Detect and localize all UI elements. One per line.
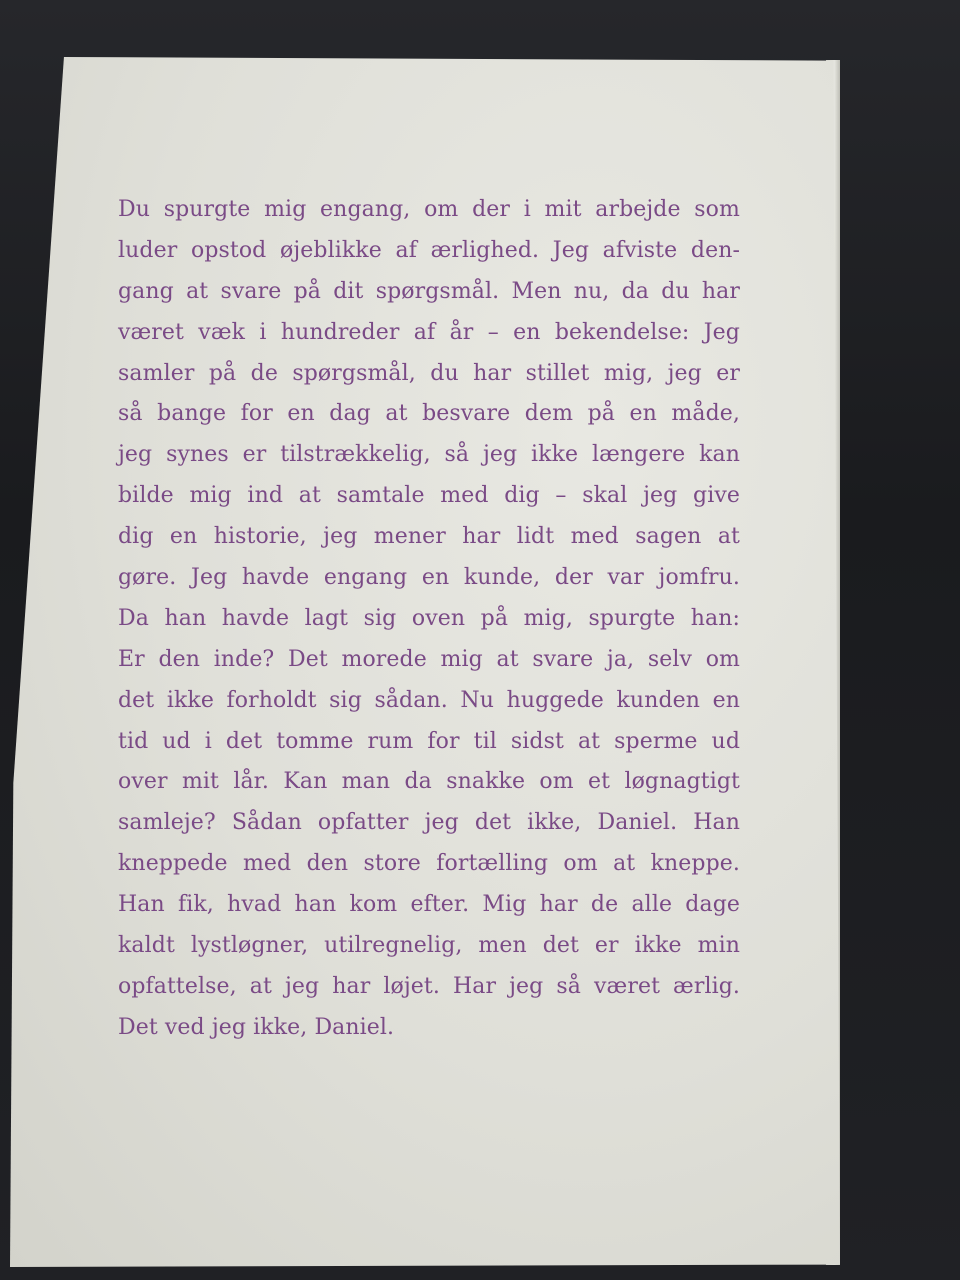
blurb-line: det ikke forholdt sig sådan. Nu huggede kunden en bbox=[118, 687, 740, 713]
blurb-line: Du spurgte mig engang, om der i mit arbejde som bbox=[118, 197, 740, 222]
blurb-line: så bange for en dag at besvare dem på en måde, bbox=[118, 401, 740, 427]
blurb-line: Da han havde lagt sig oven på mig, spurgte han: bbox=[118, 605, 740, 631]
blurb-line: gang at svare på dit spørgsmål. Men nu, da du har bbox=[118, 278, 740, 304]
blurb-line: gøre. Jeg havde engang en kunde, der var jomfru. bbox=[118, 565, 740, 591]
blurb-line: luder opstod øjeblikke af ærlighed. Jeg afviste den- bbox=[118, 237, 740, 263]
blurb-line: samler på de spørgsmål, du har stillet mig, jeg er bbox=[118, 360, 740, 386]
blurb-text bbox=[118, 190, 740, 1049]
blurb-line: været væk i hundreder af år – en bekendelse: Jeg bbox=[118, 319, 740, 345]
blurb-line: tid ud i det tomme rum for til sidst at sperme ud bbox=[118, 728, 740, 754]
blurb-line: over mit lår. Kan man da snakke om et løgnagtigt bbox=[118, 769, 740, 795]
blurb-line-final: Det ved jeg ikke, Daniel. bbox=[118, 1014, 395, 1040]
blurb-line: samleje? Sådan opfatter jeg det ikke, Daniel. Han bbox=[118, 810, 740, 836]
blurb-line: opfattelse, at jeg har løjet. Har jeg så været ærlig. bbox=[118, 973, 740, 999]
blurb-line: jeg synes er tilstrækkelig, så jeg ikke længere kan bbox=[118, 442, 740, 468]
blurb-line: bilde mig ind at samtale med dig – skal jeg give bbox=[118, 483, 740, 509]
blurb-line: dig en historie, jeg mener har lidt med sagen at bbox=[118, 524, 740, 550]
blurb-line: kneppede med den store fortælling om at kneppe. bbox=[118, 851, 740, 877]
blurb-line: Han fik, hvad han kom efter. Mig har de alle dage bbox=[118, 892, 740, 918]
blurb-line: Er den inde? Det morede mig at svare ja, selv om bbox=[118, 646, 740, 672]
blurb-line: kaldt lystløgner, utilregnelig, men det er ikke min bbox=[118, 933, 740, 959]
